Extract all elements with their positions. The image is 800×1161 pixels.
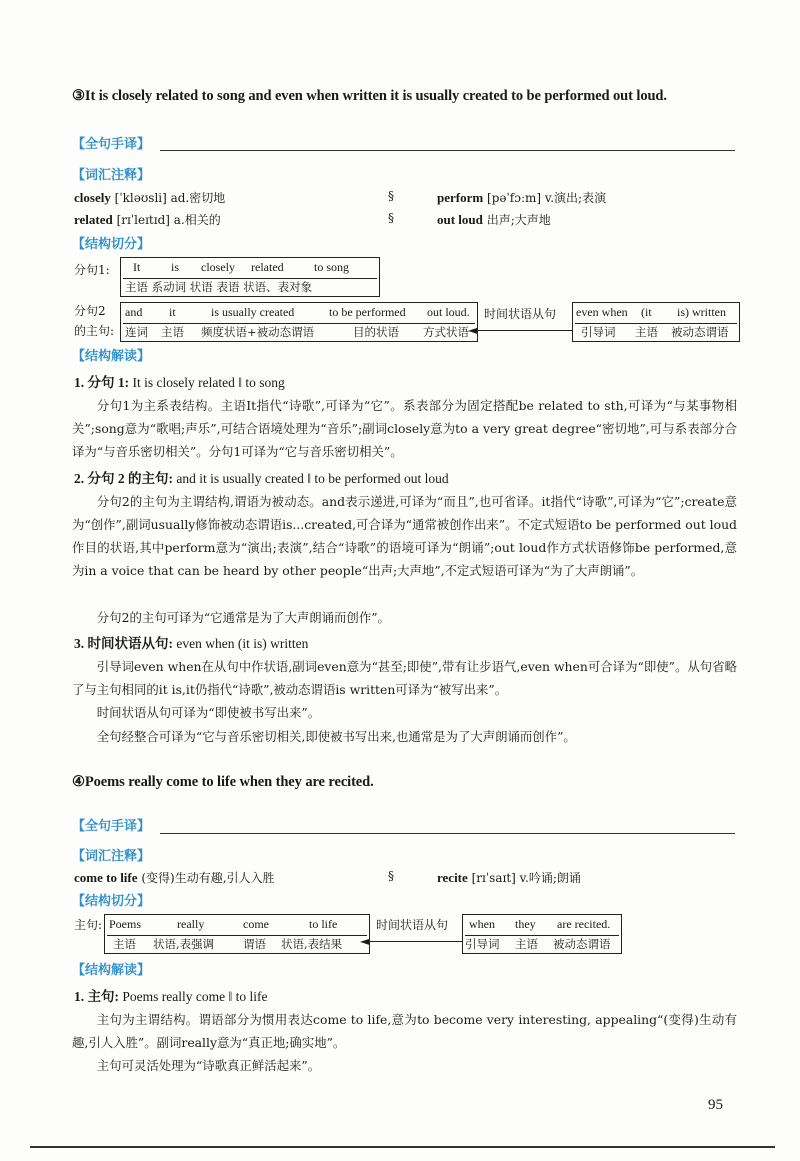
vocab-def: 出声;大声地 — [486, 213, 551, 227]
vocab-def: [pəˈfɔːm] v.演出;表演 — [487, 191, 607, 205]
s3-summary: 时间状语从句可译为“即使被书写出来”。 — [96, 705, 321, 720]
s3-sentence: even when (it is) written — [176, 636, 309, 651]
vocab-separator: § — [388, 869, 394, 883]
main-word: Poems — [109, 917, 142, 931]
clause2-role: 目的状语 — [353, 325, 399, 339]
main-clause-label: 主句: — [74, 918, 103, 932]
item3-analysis-label: 【结构解读】 — [72, 349, 151, 364]
vocab-word: perform — [437, 190, 484, 205]
vocab-word: closely — [74, 190, 111, 205]
s1-sentence: It is closely related ‖ to song — [132, 375, 285, 390]
item4-s1-heading — [74, 985, 268, 1005]
time-clause-role: 引导词 — [465, 937, 500, 951]
clause2-label-b: 的主句: — [74, 324, 115, 338]
s3-paragraph: 引导词even when在从句中作状语,副词even意为“甚至;即使”,带有让步语气,even when可合译为“即使”。从句省略了与主句相同的it is,it仍指代“诗歌”,被动态谓语is written可译为“被写出来”。 — [72, 659, 737, 697]
main-word: really — [177, 917, 205, 931]
s2-paragraph: 分句2的主句为主谓结构,谓语为被动态。and表示递进,可译为“而且”,也可省译。it指代“诗歌”,可译为“它”;create意为“创作”,副词usually修饰被动态谓语is...created,可合译为“通常被创作出来”。不定式短语to be performed out loud作目的状语,其中perform意为“演出;表演”,结合“诗歌”的语境可译为“朗诵”;out loud作方式状语修饰be performed,意为in a voice that can be heard by other people“出声;大声地”,不定式短语可译为“为了大声朗诵”。 — [72, 494, 737, 578]
s1-heading — [74, 371, 285, 391]
arrow-left-icon: ◄ — [468, 323, 478, 337]
clause1-word: is — [171, 260, 180, 274]
clause2-role: 主语 — [161, 325, 184, 339]
time-clause-role: 主语 — [515, 937, 538, 951]
vocab-def: [rɪˈsaɪt] v.吟诵;朗诵 — [471, 871, 581, 885]
clause2-word: and — [125, 305, 143, 319]
item4-translation-label: 【全句手译】 — [72, 819, 151, 834]
item3-translation-label: 【全句手译】 — [72, 137, 151, 152]
arrow-line — [370, 941, 462, 942]
vocab-closely — [74, 189, 225, 206]
main-role: 主语 — [113, 937, 136, 951]
item4-analysis-label: 【结构解读】 — [72, 963, 151, 978]
time-clause-label: 时间状语从句 — [484, 307, 557, 321]
vocab-word: out loud — [437, 212, 483, 227]
s2-head: 2. 分句 2 的主句: — [74, 471, 173, 486]
clause2-label-a: 分句2 — [74, 304, 106, 318]
vocab-recite — [437, 869, 581, 886]
main-role: 状语,表强调 — [153, 937, 215, 951]
vocab-separator: § — [388, 189, 394, 203]
clause1-word: It — [133, 260, 141, 274]
full-translation: 全句经整合可译为“它与音乐密切相关,即使被书写出来,也通常是为了大声朗诵而创作”。 — [96, 729, 576, 744]
clause2-role: 方式状语 — [423, 325, 469, 339]
clause2-word: is usually created — [211, 305, 295, 319]
clause2-word: to be performed — [329, 305, 406, 319]
arrow-line — [478, 330, 572, 331]
vocab-def: (变得)生动有趣,引人入胜 — [141, 871, 275, 885]
time-clause-role: 被动态谓语 — [553, 937, 611, 951]
item3-title: ③It is closely related to song and even when written it is usually created to be performed out loud. — [72, 88, 667, 104]
vocab-def: [ˈkləʊsli] ad.密切地 — [114, 191, 226, 205]
item4-s1-summary: 主句可灵活处理为“诗歌真正鲜活起来”。 — [96, 1058, 321, 1073]
s3-heading — [74, 632, 308, 652]
s2-heading — [74, 467, 449, 487]
time-clause-role: 主语 — [635, 325, 658, 339]
clause1-box — [120, 257, 380, 297]
clause1-word: to song — [314, 260, 350, 274]
time-clause-word: even when — [576, 305, 628, 319]
item4-s1-sentence: Poems really come ‖ to life — [122, 989, 268, 1004]
item4-vocab-label: 【词汇注释】 — [72, 849, 151, 864]
clause2-word: it — [169, 305, 176, 319]
item4-translation-line — [160, 833, 735, 834]
s1-head: 1. 分句 1: — [74, 375, 130, 390]
time-clause-word: (it — [641, 305, 652, 319]
vocab-separator: § — [388, 211, 394, 225]
main-clause-box — [104, 914, 370, 954]
vocab-word: related — [74, 212, 113, 227]
vocab-come-to-life — [74, 869, 275, 886]
clause1-word: closely — [201, 260, 235, 274]
vocab-word: come to life — [74, 870, 138, 885]
main-word: to life — [309, 917, 338, 931]
item4-s1-paragraph: 主句为主谓结构。谓语部分为惯用表达come to life,意为to become very interesting, appealing“(变得)生动有趣,引人入胜”。副词really意为“真正地;确实地”。 — [72, 1012, 737, 1050]
arrow-left-icon: ◄ — [360, 934, 370, 948]
clause1-word: related — [251, 260, 284, 274]
time-clause-word: they — [515, 917, 536, 931]
vocab-word: recite — [437, 870, 468, 885]
time-clause-word: are recited. — [557, 917, 611, 931]
main-role: 谓语 — [243, 937, 266, 951]
time-clause-role: 引导词 — [581, 325, 616, 339]
item4-title: ④Poems really come to life when they are recited. — [72, 774, 374, 790]
item3-translation-line — [160, 150, 735, 151]
s2-summary: 分句2的主句可译为“它通常是为了大声朗诵而创作”。 — [96, 610, 390, 625]
clause2-box — [120, 302, 478, 342]
clause2-role: 连词 — [125, 325, 148, 339]
vocab-def: [rɪˈleɪtɪd] a.相关的 — [116, 213, 221, 227]
item4-structure-label: 【结构切分】 — [72, 894, 151, 909]
clause2-role: 频度状语+被动态谓语 — [201, 325, 315, 339]
s3-head: 3. 时间状语从句: — [74, 636, 173, 651]
page-number: 95 — [708, 1097, 723, 1113]
time-clause-word: when — [469, 917, 495, 931]
time-clause-word: is) written — [677, 305, 726, 319]
item3-structure-label: 【结构切分】 — [72, 237, 151, 252]
time-clause-box — [572, 302, 740, 342]
page-bottom-rule — [30, 1146, 775, 1148]
vocab-perform — [437, 189, 606, 206]
s1-paragraph: 分句1为主系表结构。主语It指代“诗歌”,可译为“它”。系表部分为固定搭配be related to sth,可译为“与某事物相关”;song意为“歌唱;声乐”,可结合语境处理为“音乐”;副词closely意为to a very great degree“密切地”,可与系表部分合译为“与音乐密切相关”。分句1可译为“它与音乐密切相关”。 — [72, 398, 737, 459]
item4-time-clause-box — [462, 914, 622, 954]
vocab-related — [74, 211, 221, 228]
time-clause-role: 被动态谓语 — [671, 325, 729, 339]
clause1-label: 分句1: — [74, 263, 110, 277]
main-role: 状语,表结果 — [281, 937, 343, 951]
item4-s1-head: 1. 主句: — [74, 989, 119, 1004]
vocab-out-loud — [437, 211, 551, 228]
clause2-word: out loud. — [427, 305, 470, 319]
main-word: come — [243, 917, 269, 931]
clause1-roles: 主语 系动词 状语 表语 状语、表对象 — [125, 280, 313, 294]
item3-vocab-label: 【词汇注释】 — [72, 168, 151, 183]
time-clause-label: 时间状语从句 — [376, 918, 449, 932]
s2-sentence: and it is usually created ‖ to be performed out loud — [176, 471, 449, 486]
